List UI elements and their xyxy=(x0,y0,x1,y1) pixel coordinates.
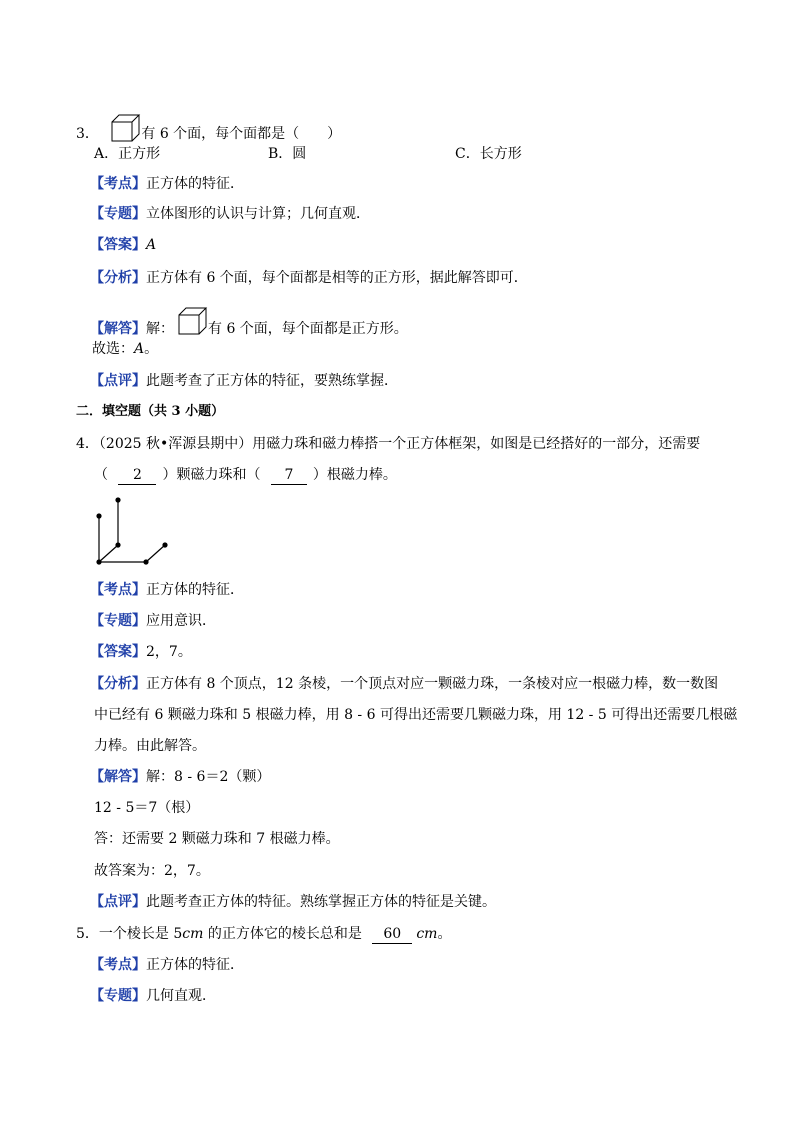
q4-fenxi xyxy=(90,674,718,694)
q4-number: 4． xyxy=(76,436,99,452)
q4-stem-2c: ）根磁力棒。 xyxy=(312,467,397,483)
dianping-text: 此题考查正方体的特征。熟练掌握正方体的特征是关键。 xyxy=(146,894,496,910)
option-text: 正方形 xyxy=(118,146,161,162)
q3-guxuan xyxy=(92,339,158,359)
zhuanti-tag: 【专题】 xyxy=(90,613,146,629)
q5-unit-1: cm xyxy=(182,926,204,942)
q4-zhuanti xyxy=(90,611,216,631)
jieda-text: 有 6 个面，每个面都是正方形。 xyxy=(208,321,408,337)
q5-stem-a: 一个棱长是 5 xyxy=(98,926,183,942)
daan-text: 2，7。 xyxy=(146,644,192,660)
q5-zhuanti xyxy=(90,986,216,1006)
q4-fenxi-line3: 力棒。由此解答。 xyxy=(94,738,206,754)
fenxi-tag: 【分析】 xyxy=(90,270,146,286)
jieda-tag: 【解答】 xyxy=(90,769,146,785)
q3-stem: 有 6 个面，每个面都是（ ） xyxy=(141,126,342,142)
q3-stem-line xyxy=(76,114,341,144)
option-letter: B． xyxy=(268,146,293,162)
zhuanti-text: 几何直观． xyxy=(146,988,216,1004)
option-letter: A． xyxy=(94,146,119,162)
q4-dianping xyxy=(90,892,496,912)
q4-stem-line1 xyxy=(76,434,700,454)
q4-blank-2[interactable]: 7 xyxy=(271,466,307,485)
q3-option-b[interactable] xyxy=(268,143,306,163)
zhuanti-tag: 【专题】 xyxy=(90,988,146,1004)
q4-jieda-line2: 12 - 5＝7（根） xyxy=(94,800,200,816)
q4-stem-2a: （ xyxy=(94,467,108,483)
q4-jieda xyxy=(90,767,270,787)
jieda-tag: 【解答】 xyxy=(90,321,146,337)
jieda-prefix: 解： xyxy=(146,321,174,337)
zhuanti-tag: 【专题】 xyxy=(90,206,146,222)
q3-zhuanti xyxy=(90,204,370,224)
q3-daan xyxy=(90,235,156,255)
kaodian-tag: 【考点】 xyxy=(90,957,146,973)
q4-stem-line2 xyxy=(94,465,397,485)
q5-unit-2: cm xyxy=(416,926,438,942)
q4-jieda-line4: 故答案为：2，7。 xyxy=(94,863,210,879)
q4-jieda-line3: 答：还需要 2 颗磁力珠和 7 根磁力棒。 xyxy=(94,831,340,847)
cube-figure xyxy=(178,307,208,335)
daan-tag: 【答案】 xyxy=(90,644,146,660)
fenxi-tag: 【分析】 xyxy=(90,676,146,692)
q3-option-c[interactable] xyxy=(455,143,522,163)
kaodian-text: 正方体的特征． xyxy=(146,957,244,973)
q3-kaodian xyxy=(90,174,244,194)
q4-stem-1: （2025 秋•浑源县期中）用磁力珠和磁力棒搭一个正方体框架，如图是已经搭好的一部分，还需要 xyxy=(98,436,701,452)
zhuanti-text: 应用意识． xyxy=(146,613,216,629)
option-text: 长方形 xyxy=(479,146,522,162)
q3-number: 3． xyxy=(76,126,99,142)
q4-blank-1[interactable]: 2 xyxy=(118,466,156,485)
q4-daan xyxy=(90,642,192,662)
zhuanti-text: 立体图形的认识与计算；几何直观． xyxy=(146,206,370,222)
guxuan-answer: A xyxy=(134,341,145,357)
q5-number: 5． xyxy=(76,926,99,942)
q4-fenxi-line2: 中已经有 6 颗磁力珠和 5 根磁力棒，用 8 - 6 可得出还需要几颗磁力珠，用 12 - 5 可得出还需要几根磁 xyxy=(94,707,738,723)
q4-stem-2b: ）颗磁力珠和（ xyxy=(162,467,261,483)
kaodian-tag: 【考点】 xyxy=(90,176,146,192)
kaodian-tag: 【考点】 xyxy=(90,582,146,598)
guxuan-prefix: 故选： xyxy=(92,341,134,357)
q5-stem-c: 。 xyxy=(437,926,452,942)
q5-stem-line xyxy=(76,924,451,944)
daan-text: A xyxy=(146,237,157,253)
daan-tag: 【答案】 xyxy=(90,237,146,253)
kaodian-text: 正方体的特征． xyxy=(146,176,244,192)
q3-option-a[interactable] xyxy=(94,143,160,163)
section-title: 二．填空题（共 3 小题） xyxy=(76,404,225,419)
kaodian-text: 正方体的特征． xyxy=(146,582,244,598)
dianping-text: 此题考查了正方体的特征，要熟练掌握． xyxy=(146,373,398,389)
q3-fenxi xyxy=(90,268,528,288)
q5-stem-b: 的正方体它的棱长总和是 xyxy=(203,926,362,942)
magnet-frame-figure xyxy=(92,494,172,568)
q4-kaodian xyxy=(90,580,244,600)
guxuan-suffix: 。 xyxy=(144,341,159,357)
q3-dianping xyxy=(90,371,398,391)
option-text: 圆 xyxy=(292,146,307,162)
q5-kaodian xyxy=(90,955,244,975)
jieda-text-1: 解：8 - 6＝2（颗） xyxy=(146,769,271,785)
dianping-tag: 【点评】 xyxy=(90,373,146,389)
option-letter: C． xyxy=(455,146,480,162)
fenxi-text: 正方体有 6 个面，每个面都是相等的正方形，据此解答即可． xyxy=(146,270,528,286)
cube-figure xyxy=(111,114,141,142)
q5-blank[interactable]: 60 xyxy=(372,925,412,944)
dianping-tag: 【点评】 xyxy=(90,894,146,910)
fenxi-text-1: 正方体有 8 个顶点，12 条棱，一个顶点对应一颗磁力珠，一条棱对应一根磁力棒，数一数图 xyxy=(146,676,719,692)
q3-jieda xyxy=(90,307,408,339)
